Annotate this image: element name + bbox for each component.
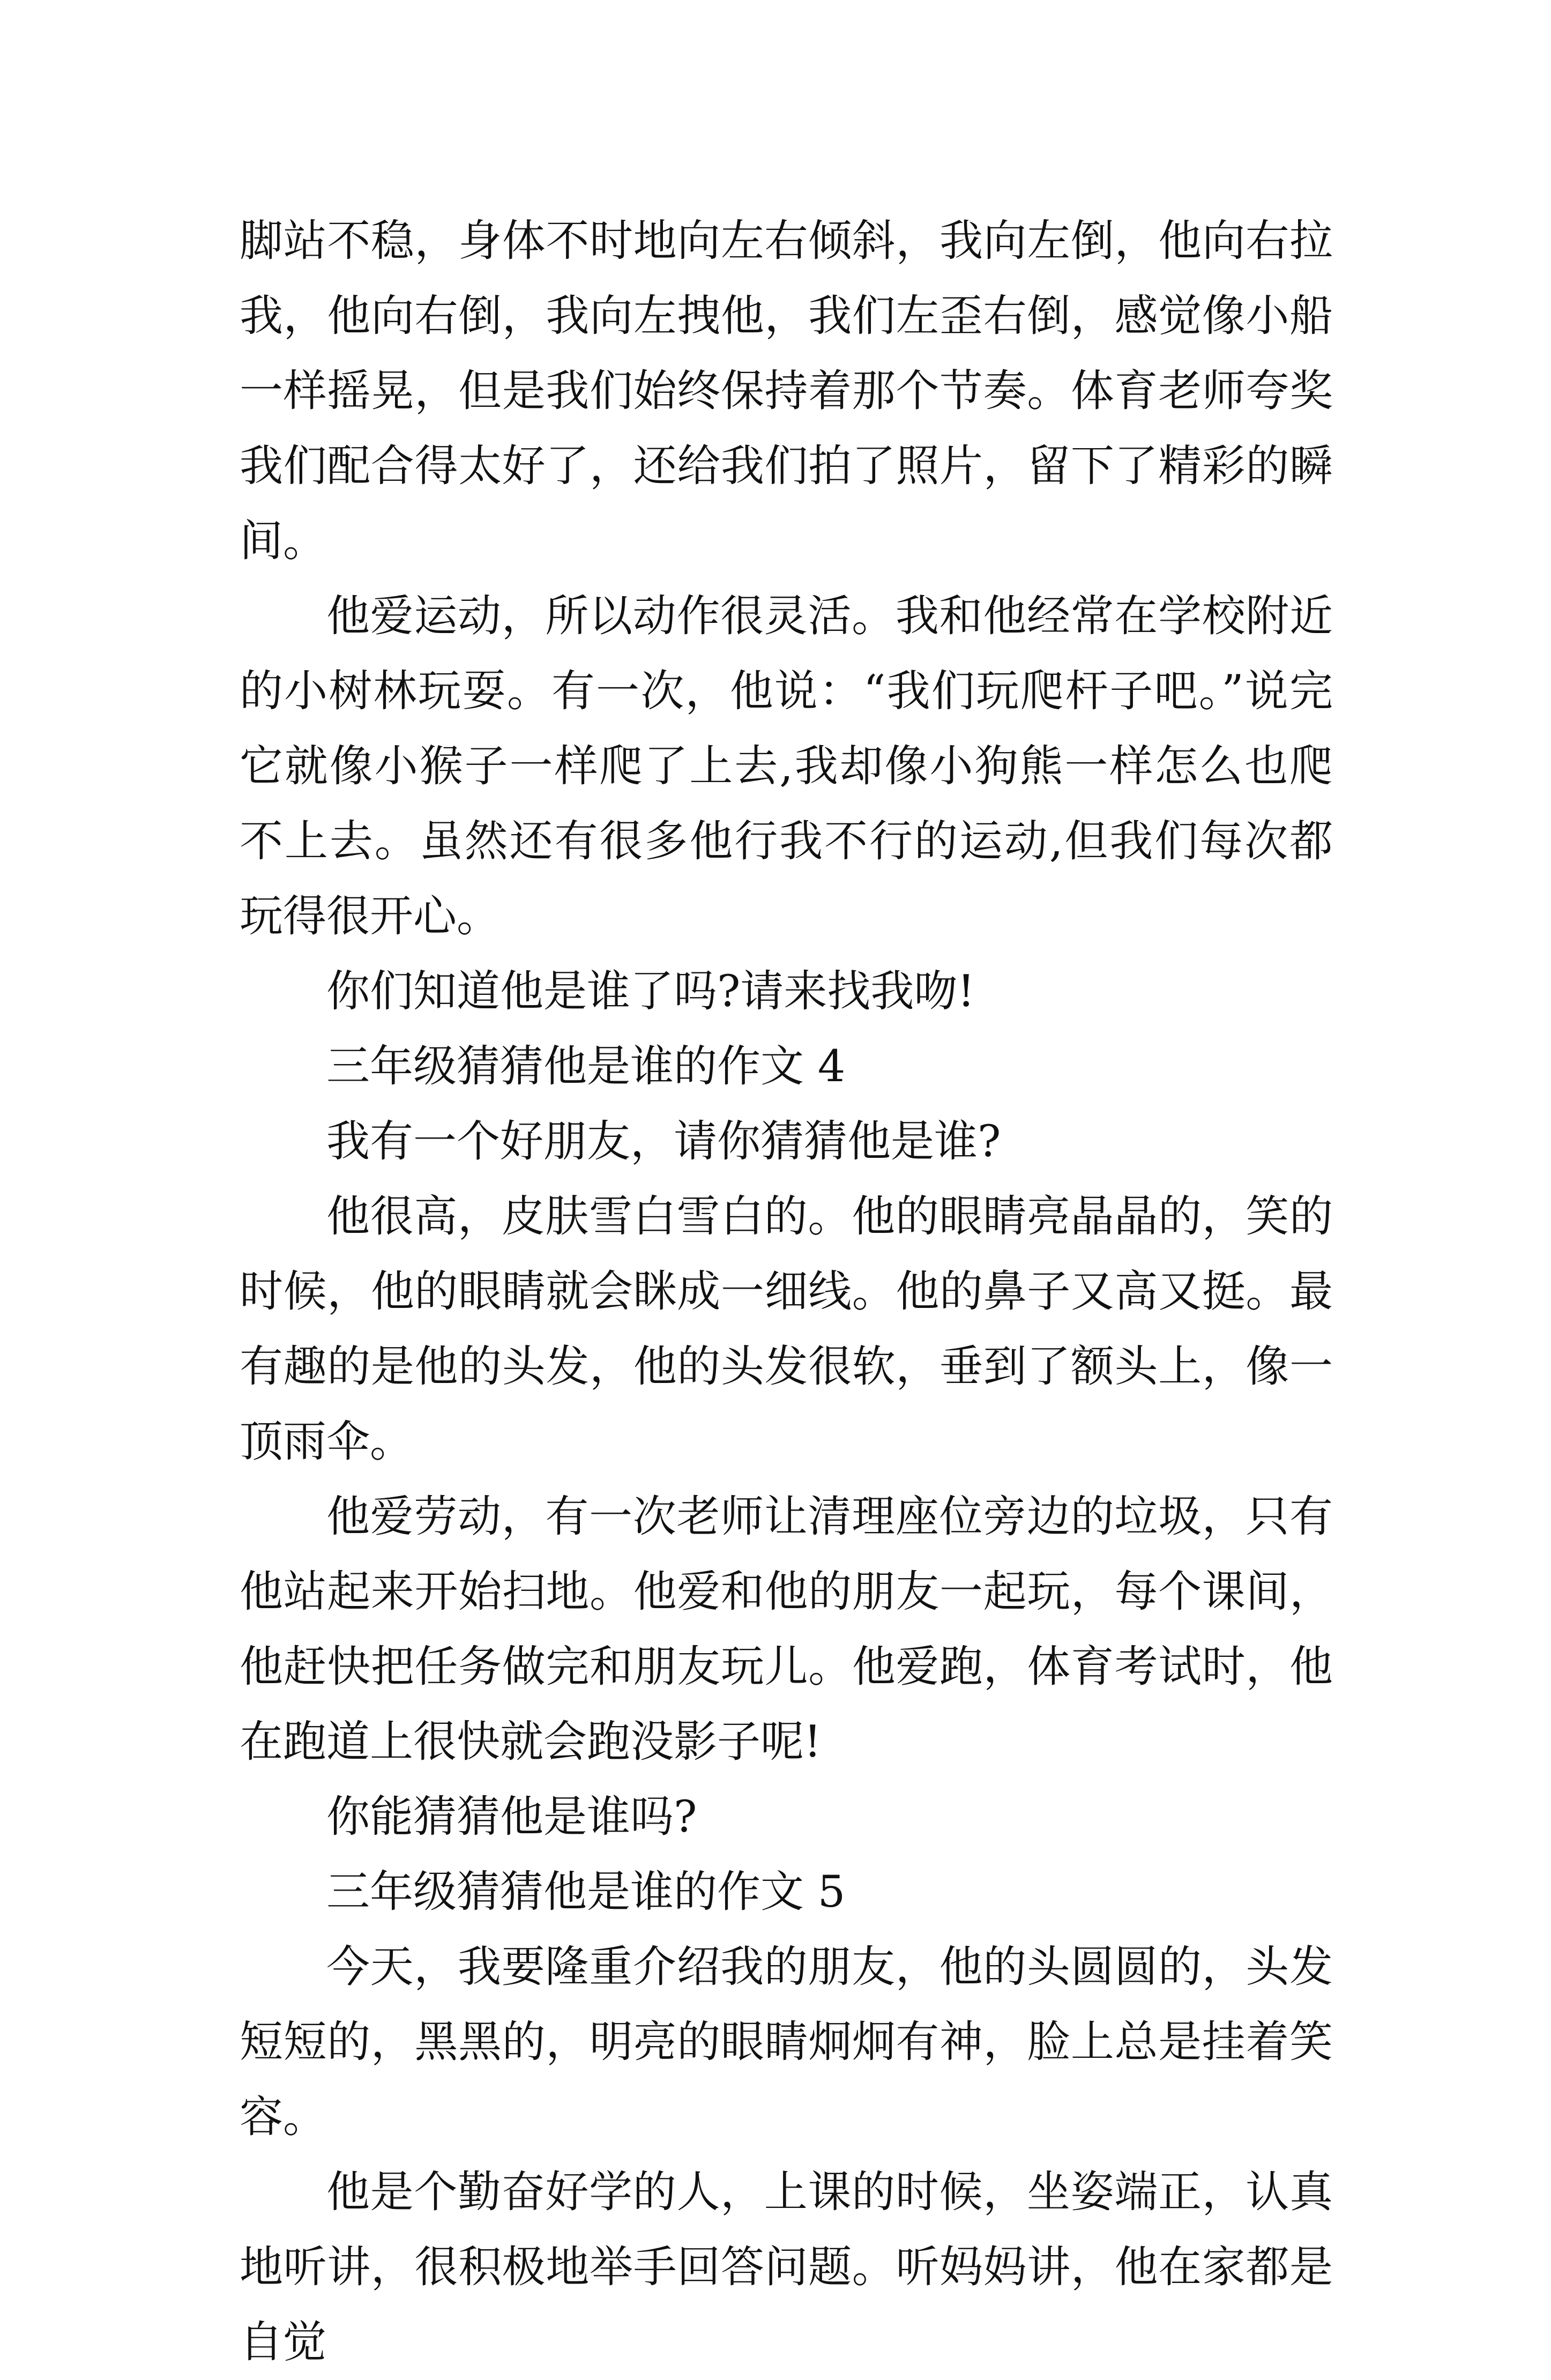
paragraph-2: 他爱运动，所以动作很灵活。我和他经常在学校附近的小树林玩耍。有一次，他说：“我们玩爬杆子吧。”说完它就像小猴子一样爬了上去,我却像小狗熊一样怎么也爬不上去。虽然还有很多他行我不行的运动,但我们每次都玩得很开心。: [240, 591, 1333, 942]
paragraph-11: 他是个勤奋好学的人，上课的时候，坐姿端正，认真地听讲，很积极地举手回答问题。听妈妈讲，他在家都是自觉: [240, 2167, 1333, 2368]
paragraph-1: 脚站不稳，身体不时地向左右倾斜，我向左倒，他向右拉我，他向右倒，我向左拽他，我们左歪右倒，感觉像小船一样摇晃，但是我们始终保持着那个节奏。体育老师夸奖我们配合得太好了，还给我们拍了照片，留下了精彩的瞬间。: [240, 216, 1333, 567]
paragraph-5: 我有一个好朋友，请你猜猜他是谁?: [326, 1117, 1001, 1167]
paragraph-7: 他爱劳动，有一次老师让清理座位旁边的垃圾，只有他站起来开始扫地。他爱和他的朋友一起玩，每个课间，他赶快把任务做完和朋友玩儿。他爱跑，体育考试时，他在跑道上很快就会跑没影子呢!: [240, 1492, 1333, 1767]
paragraph-3: 你们知道他是谁了吗?请来找我吻!: [326, 966, 975, 1017]
essay-heading-4: 三年级猜猜他是谁的作文 4: [326, 1042, 846, 1092]
document-body: [240, 204, 1333, 2380]
essay-heading-5: 三年级猜猜他是谁的作文 5: [326, 1867, 846, 1917]
paragraph-6: 他很高，皮肤雪白雪白的。他的眼睛亮晶晶的，笑的时候，他的眼睛就会眯成一细线。他的鼻子又高又挺。最有趣的是他的头发，他的头发很软，垂到了额头上，像一顶雨伞。: [240, 1192, 1333, 1467]
paragraph-10: 今天，我要隆重介绍我的朋友，他的头圆圆的，头发短短的，黑黑的，明亮的眼睛炯炯有神，脸上总是挂着笑容。: [240, 1942, 1333, 2143]
paragraph-8: 你能猜猜他是谁吗?: [326, 1792, 697, 1842]
